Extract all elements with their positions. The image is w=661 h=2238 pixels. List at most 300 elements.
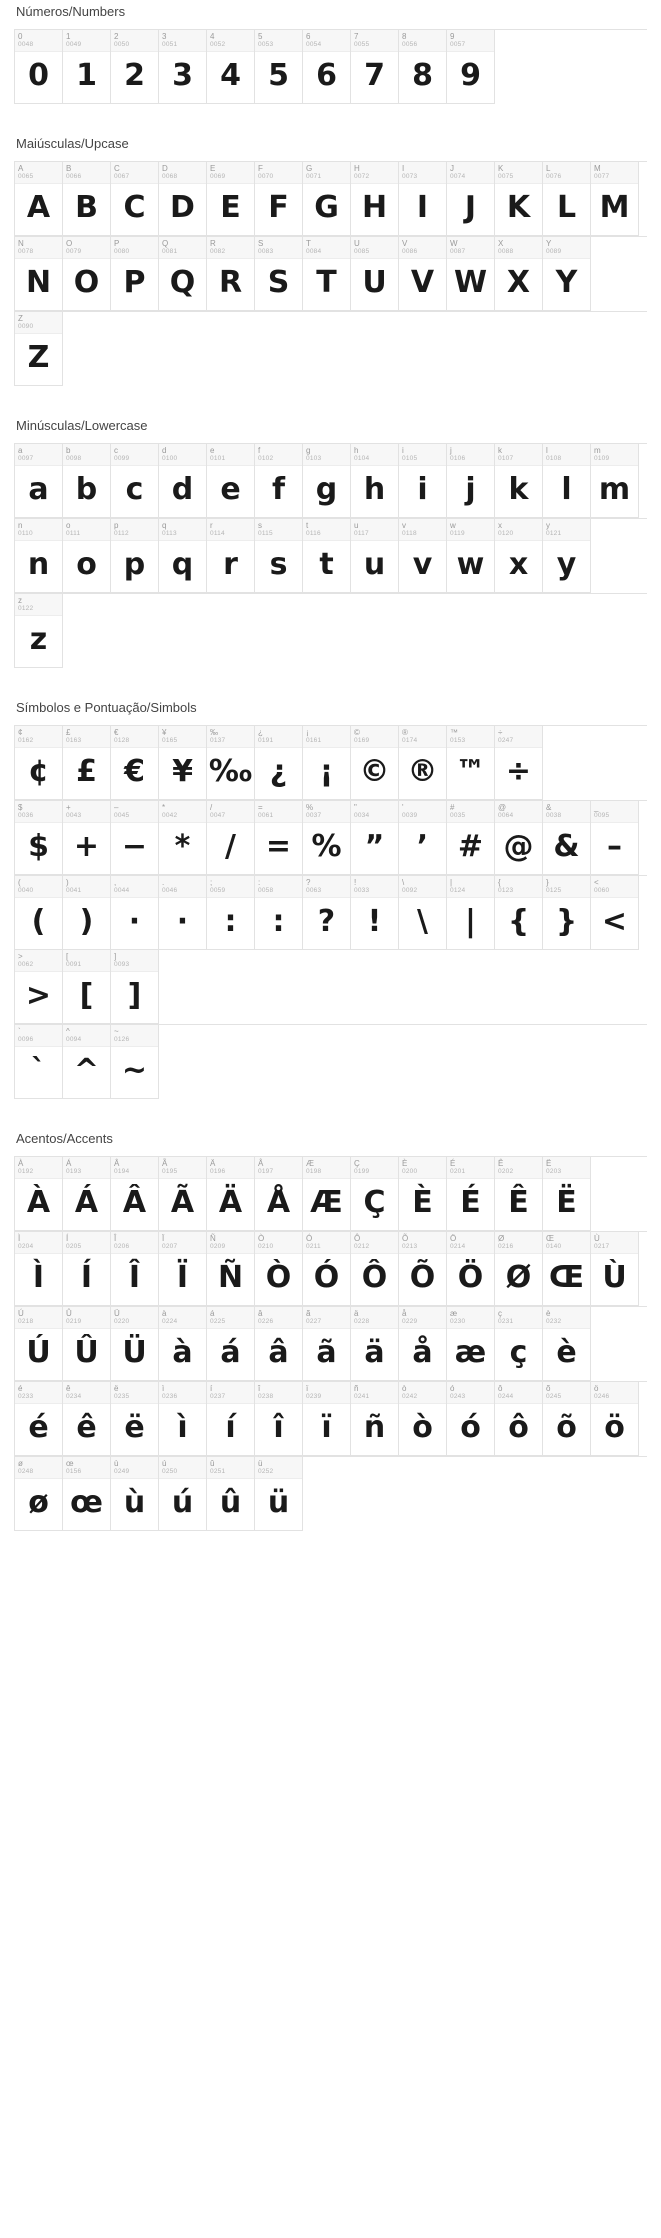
glyph-preview: À [26,1184,51,1220]
glyph-cell[interactable] [447,162,495,236]
glyph-char-label: # [450,803,455,812]
glyph-cell[interactable] [399,519,447,593]
section-title: Números/Numbers [16,4,126,19]
glyph-preview: % [311,828,342,864]
glyph-cell[interactable] [399,876,447,950]
glyph-cell[interactable] [15,162,63,236]
glyph-code-label: 0232 [546,1318,562,1325]
glyph-preview: ~ [121,1052,148,1088]
glyph-preview: \ [417,903,428,939]
glyph-cell[interactable] [303,1157,351,1231]
glyph-preview: L [556,189,577,225]
glyph-cell[interactable] [255,726,303,800]
glyph-cell[interactable] [111,1025,159,1099]
glyph-preview: Û [74,1334,99,1370]
glyph-cell[interactable] [159,30,207,104]
glyph-char-label: 9 [450,32,455,41]
glyph-cell[interactable] [15,30,63,104]
glyph-cell[interactable] [495,1382,543,1456]
glyph-preview: } [555,903,578,939]
glyph-char-label: m [594,446,601,455]
glyph-cell[interactable] [543,1232,591,1306]
glyph-char-label: È [402,1159,408,1168]
glyph-preview: ? [317,903,336,939]
glyph-preview: Ï [176,1259,189,1295]
glyph-cell[interactable] [63,801,111,875]
glyph-cell[interactable] [63,1025,111,1099]
glyph-cell[interactable] [111,444,159,518]
glyph-preview: Ì [32,1259,45,1295]
glyph-cell[interactable] [303,444,351,518]
glyph-cell[interactable] [399,1382,447,1456]
glyph-cell[interactable] [15,1025,63,1099]
glyph-preview: 7 [364,57,385,93]
glyph-cell[interactable] [591,444,639,518]
glyph-char-label: Ç [354,1159,360,1168]
glyph-preview: x [508,546,529,582]
glyph-cell[interactable] [207,1157,255,1231]
glyph-preview: Î [128,1259,141,1295]
glyph-cell[interactable] [111,1157,159,1231]
glyph-code-label: 0231 [498,1318,514,1325]
glyph-cell[interactable] [351,1232,399,1306]
glyph-preview: ï [321,1409,332,1445]
glyph-cell[interactable] [63,519,111,593]
glyph-cell[interactable] [207,162,255,236]
glyph-cell[interactable] [255,162,303,236]
glyph-cell[interactable] [447,1382,495,1456]
glyph-cell[interactable] [495,876,543,950]
glyph-meta [15,1025,62,1047]
glyph-cell[interactable] [591,162,639,236]
glyph-meta [255,1307,302,1329]
glyph-cell[interactable] [63,876,111,950]
glyph-meta [207,1232,254,1254]
glyph-char-label: ™ [450,728,458,737]
glyph-cell[interactable] [111,1232,159,1306]
glyph-cell[interactable] [543,519,591,593]
glyph-meta [351,30,398,52]
glyph-cell[interactable] [159,1457,207,1531]
glyph-cell[interactable] [159,162,207,236]
glyph-code-label: 0156 [66,1468,82,1475]
glyph-meta [495,1157,542,1179]
glyph-cell[interactable] [15,594,63,668]
glyph-cell[interactable] [111,1457,159,1531]
glyph-cell[interactable] [351,726,399,800]
glyph-preview: a [28,471,49,507]
glyph-code-label: 0128 [114,737,130,744]
glyph-meta [159,30,206,52]
glyph-cell[interactable] [15,1307,63,1381]
glyph-code-label: 0111 [66,530,81,537]
glyph-char-label: H [354,164,360,173]
glyph-meta [399,1157,446,1179]
glyph-cell[interactable] [15,801,63,875]
glyph-cell[interactable] [63,444,111,518]
glyph-cell[interactable] [543,237,591,311]
glyph-meta [303,519,350,541]
glyph-cell[interactable] [63,162,111,236]
glyph-cell[interactable] [63,30,111,104]
glyph-cell[interactable] [495,519,543,593]
glyph-preview: < [601,903,628,939]
glyph-cell[interactable] [159,1382,207,1456]
glyph-cell[interactable] [303,519,351,593]
glyph-meta [207,1307,254,1329]
glyph-cell[interactable] [303,726,351,800]
glyph-cell[interactable] [543,444,591,518]
glyph-meta [15,876,62,898]
glyph-code-label: 0248 [18,1468,34,1475]
glyph-preview: · [176,903,189,939]
glyph-cell[interactable] [15,726,63,800]
glyph-cell[interactable] [303,30,351,104]
glyph-meta [351,519,398,541]
glyph-cell[interactable] [399,162,447,236]
glyph-preview: È [412,1184,433,1220]
glyph-code-label: 0233 [18,1393,34,1400]
glyph-cell[interactable] [447,801,495,875]
glyph-char-label: k [498,446,502,455]
glyph-cell[interactable] [255,519,303,593]
glyph-cell[interactable] [399,30,447,104]
glyph-meta [447,444,494,466]
glyph-cell[interactable] [207,1232,255,1306]
glyph-code-label: 0205 [66,1243,82,1250]
glyph-cell[interactable] [543,876,591,950]
glyph-code-label: 0229 [402,1318,418,1325]
glyph-preview: ø [28,1484,49,1520]
glyph-cell[interactable] [351,519,399,593]
glyph-preview: Ö [457,1259,484,1295]
glyph-cell[interactable] [63,1382,111,1456]
glyph-code-label: 0065 [18,173,34,180]
glyph-cell[interactable] [159,519,207,593]
glyph-meta [399,237,446,259]
glyph-cell[interactable] [255,801,303,875]
glyph-preview: 5 [268,57,289,93]
glyph-cell[interactable] [207,876,255,950]
glyph-preview: æ [454,1334,487,1370]
glyph-cell[interactable] [351,444,399,518]
glyph-cell[interactable] [255,1457,303,1531]
glyph-preview: O [73,264,100,300]
glyph-cell[interactable] [351,876,399,950]
glyph-cell[interactable] [591,1232,639,1306]
glyph-cell[interactable] [159,801,207,875]
glyph-section [14,1127,647,1531]
glyph-cell[interactable] [303,1307,351,1381]
glyph-code-label: 0252 [258,1468,274,1475]
glyph-char-label: ] [114,952,117,961]
glyph-char-label: 1 [66,32,71,41]
glyph-meta [495,162,542,184]
glyph-meta [447,801,494,823]
glyph-meta [63,950,110,972]
glyph-cell[interactable] [351,30,399,104]
glyph-code-label: 0104 [354,455,370,462]
glyph-cell[interactable] [63,1457,111,1531]
glyph-code-label: 0034 [354,812,370,819]
glyph-meta [159,876,206,898]
glyph-cell[interactable] [303,1232,351,1306]
glyph-code-label: 0219 [66,1318,82,1325]
glyph-meta [207,1157,254,1179]
glyph-code-label: 0075 [498,173,514,180]
glyph-preview: Ü [122,1334,147,1370]
glyph-cell[interactable] [303,876,351,950]
glyph-cell[interactable] [63,726,111,800]
glyph-char-label: L [546,164,551,173]
glyph-cell[interactable] [303,801,351,875]
glyph-meta [63,1457,110,1479]
glyph-meta [15,726,62,748]
glyph-cell[interactable] [15,1457,63,1531]
glyph-cell[interactable] [159,237,207,311]
glyph-cell[interactable] [303,237,351,311]
glyph-cell[interactable] [207,726,255,800]
glyph-cell[interactable] [111,726,159,800]
glyph-cell[interactable] [63,237,111,311]
glyph-cell[interactable] [111,519,159,593]
glyph-cell[interactable] [159,444,207,518]
glyph-cell[interactable] [591,876,639,950]
glyph-cell[interactable] [207,237,255,311]
glyph-code-label: 0210 [258,1243,274,1250]
glyph-cell[interactable] [399,801,447,875]
glyph-code-label: 0218 [18,1318,34,1325]
glyph-cell[interactable] [15,519,63,593]
glyph-cell[interactable] [111,1382,159,1456]
glyph-code-label: 0230 [450,1318,466,1325]
glyph-cell[interactable] [591,801,639,875]
glyph-cell[interactable] [351,162,399,236]
glyph-cell[interactable] [399,1307,447,1381]
glyph-char-label: x [498,521,502,530]
glyph-cell[interactable] [351,237,399,311]
glyph-code-label: 0228 [354,1318,370,1325]
glyph-cell[interactable] [15,1157,63,1231]
glyph-char-label: + [66,803,71,812]
glyph-cell[interactable] [303,1382,351,1456]
glyph-cell[interactable] [543,1157,591,1231]
glyph-cell[interactable] [15,1232,63,1306]
glyph-cell[interactable] [495,1157,543,1231]
glyph-cell[interactable] [543,162,591,236]
glyph-code-label: 0039 [402,812,418,819]
glyph-cell[interactable] [591,1382,639,1456]
glyph-cell[interactable] [399,444,447,518]
glyph-cell[interactable] [207,519,255,593]
glyph-cell[interactable] [495,237,543,311]
glyph-char-label: ( [18,878,21,887]
glyph-meta [447,726,494,748]
glyph-meta [111,1157,158,1179]
glyph-cell[interactable] [63,1232,111,1306]
glyph-cell[interactable] [111,162,159,236]
glyph-code-label: 0200 [402,1168,418,1175]
glyph-meta [543,876,590,898]
glyph-cell[interactable] [15,950,63,1024]
glyph-cell[interactable] [159,726,207,800]
glyph-cell[interactable] [495,162,543,236]
glyph-code-label: 0247 [498,737,514,744]
glyph-char-label: ì [162,1384,165,1393]
glyph-preview: Œ [548,1259,584,1295]
glyph-preview: : [272,903,285,939]
glyph-cell[interactable] [111,30,159,104]
glyph-cell[interactable] [447,1307,495,1381]
glyph-preview: – [607,828,622,864]
glyph-cell[interactable] [351,1307,399,1381]
glyph-cell[interactable] [207,1307,255,1381]
glyph-preview: ú [171,1484,194,1520]
glyph-cell[interactable] [399,237,447,311]
glyph-cell[interactable] [207,1382,255,1456]
glyph-cell[interactable] [255,444,303,518]
glyph-cell[interactable] [447,30,495,104]
glyph-cell[interactable] [111,1307,159,1381]
glyph-cell[interactable] [447,876,495,950]
glyph-cell[interactable] [15,444,63,518]
glyph-cell[interactable] [399,1232,447,1306]
glyph-cell[interactable] [111,237,159,311]
glyph-meta [207,1382,254,1404]
glyph-cell[interactable] [63,1307,111,1381]
glyph-cell[interactable] [351,1157,399,1231]
glyph-char-label: ä [354,1309,359,1318]
glyph-meta [495,726,542,748]
glyph-row [14,1024,647,1099]
glyph-preview: & [553,828,580,864]
glyph-char-label: Q [162,239,169,248]
glyph-code-label: 0112 [114,530,129,537]
glyph-preview: [ [79,977,94,1013]
glyph-preview: l [561,471,572,507]
glyph-cell[interactable] [63,950,111,1024]
glyph-cell[interactable] [255,1157,303,1231]
glyph-cell[interactable] [255,876,303,950]
glyph-cell[interactable] [543,1307,591,1381]
glyph-cell[interactable] [159,1157,207,1231]
glyph-preview: Ç [363,1184,386,1220]
glyph-cell[interactable] [63,1157,111,1231]
glyph-cell[interactable] [207,1457,255,1531]
glyph-cell[interactable] [399,1157,447,1231]
glyph-char-label: û [210,1459,215,1468]
glyph-cell[interactable] [447,237,495,311]
glyph-meta [351,801,398,823]
glyph-preview: K [506,189,531,225]
glyph-preview: d [171,471,194,507]
glyph-cell[interactable] [111,801,159,875]
glyph-meta [399,444,446,466]
glyph-cell[interactable] [207,801,255,875]
glyph-cell[interactable] [15,237,63,311]
glyph-cell[interactable] [495,1232,543,1306]
glyph-char-label: ¿ [258,728,263,737]
glyph-code-label: 0140 [546,1243,562,1250]
glyph-cell[interactable] [495,1307,543,1381]
glyph-cell[interactable] [111,950,159,1024]
glyph-preview: W [453,264,488,300]
glyph-preview: Ô [361,1259,388,1295]
glyph-cell[interactable] [15,1382,63,1456]
glyph-meta [351,237,398,259]
glyph-code-label: 0107 [498,455,514,462]
glyph-cell[interactable] [255,30,303,104]
glyph-cell[interactable] [447,726,495,800]
glyph-meta [15,519,62,541]
glyph-cell[interactable] [159,1307,207,1381]
glyph-cell[interactable] [351,801,399,875]
glyph-code-label: 0249 [114,1468,130,1475]
glyph-char-label: ÷ [498,728,503,737]
glyph-cell[interactable] [159,1232,207,1306]
glyph-char-label: V [402,239,408,248]
glyph-code-label: 0163 [66,737,82,744]
glyph-meta [159,1232,206,1254]
glyph-char-label: Ú [18,1309,24,1318]
glyph-meta [159,519,206,541]
glyph-cell[interactable] [303,162,351,236]
glyph-cell[interactable] [399,726,447,800]
glyph-char-label: õ [546,1384,551,1393]
glyph-cell[interactable] [543,801,591,875]
glyph-cell[interactable] [255,1307,303,1381]
glyph-char-label: î [258,1384,261,1393]
glyph-cell[interactable] [351,1382,399,1456]
glyph-cell[interactable] [495,801,543,875]
glyph-cell[interactable] [207,30,255,104]
glyph-char-label: j [450,446,452,455]
glyph-cell[interactable] [447,444,495,518]
glyph-meta [591,162,638,184]
glyph-cell[interactable] [111,876,159,950]
glyph-cell[interactable] [447,1157,495,1231]
glyph-meta [111,1382,158,1404]
glyph-cell[interactable] [15,876,63,950]
glyph-cell[interactable] [543,1382,591,1456]
glyph-meta [111,1025,158,1047]
glyph-char-label: C [114,164,120,173]
glyph-code-label: 0040 [18,887,34,894]
glyph-code-label: 0243 [450,1393,466,1400]
glyph-meta [543,162,590,184]
glyph-char-label: Æ [306,1159,314,1168]
glyph-preview: m [598,471,631,507]
glyph-cell[interactable] [207,444,255,518]
glyph-char-label: h [354,446,359,455]
glyph-cell[interactable] [495,726,543,800]
glyph-cell[interactable] [447,1232,495,1306]
glyph-cell[interactable] [447,519,495,593]
glyph-cell[interactable] [15,312,63,386]
glyph-char-label: & [546,803,552,812]
glyph-code-label: 0089 [546,248,562,255]
glyph-cell[interactable] [159,876,207,950]
glyph-cell[interactable] [255,237,303,311]
glyph-row [14,518,647,593]
glyph-code-label: 0217 [594,1243,610,1250]
glyph-cell[interactable] [255,1232,303,1306]
glyph-cell[interactable] [255,1382,303,1456]
glyph-preview: $ [28,828,49,864]
glyph-char-label: Ë [546,1159,552,1168]
glyph-cell[interactable] [495,444,543,518]
glyph-code-label: 0192 [18,1168,34,1175]
